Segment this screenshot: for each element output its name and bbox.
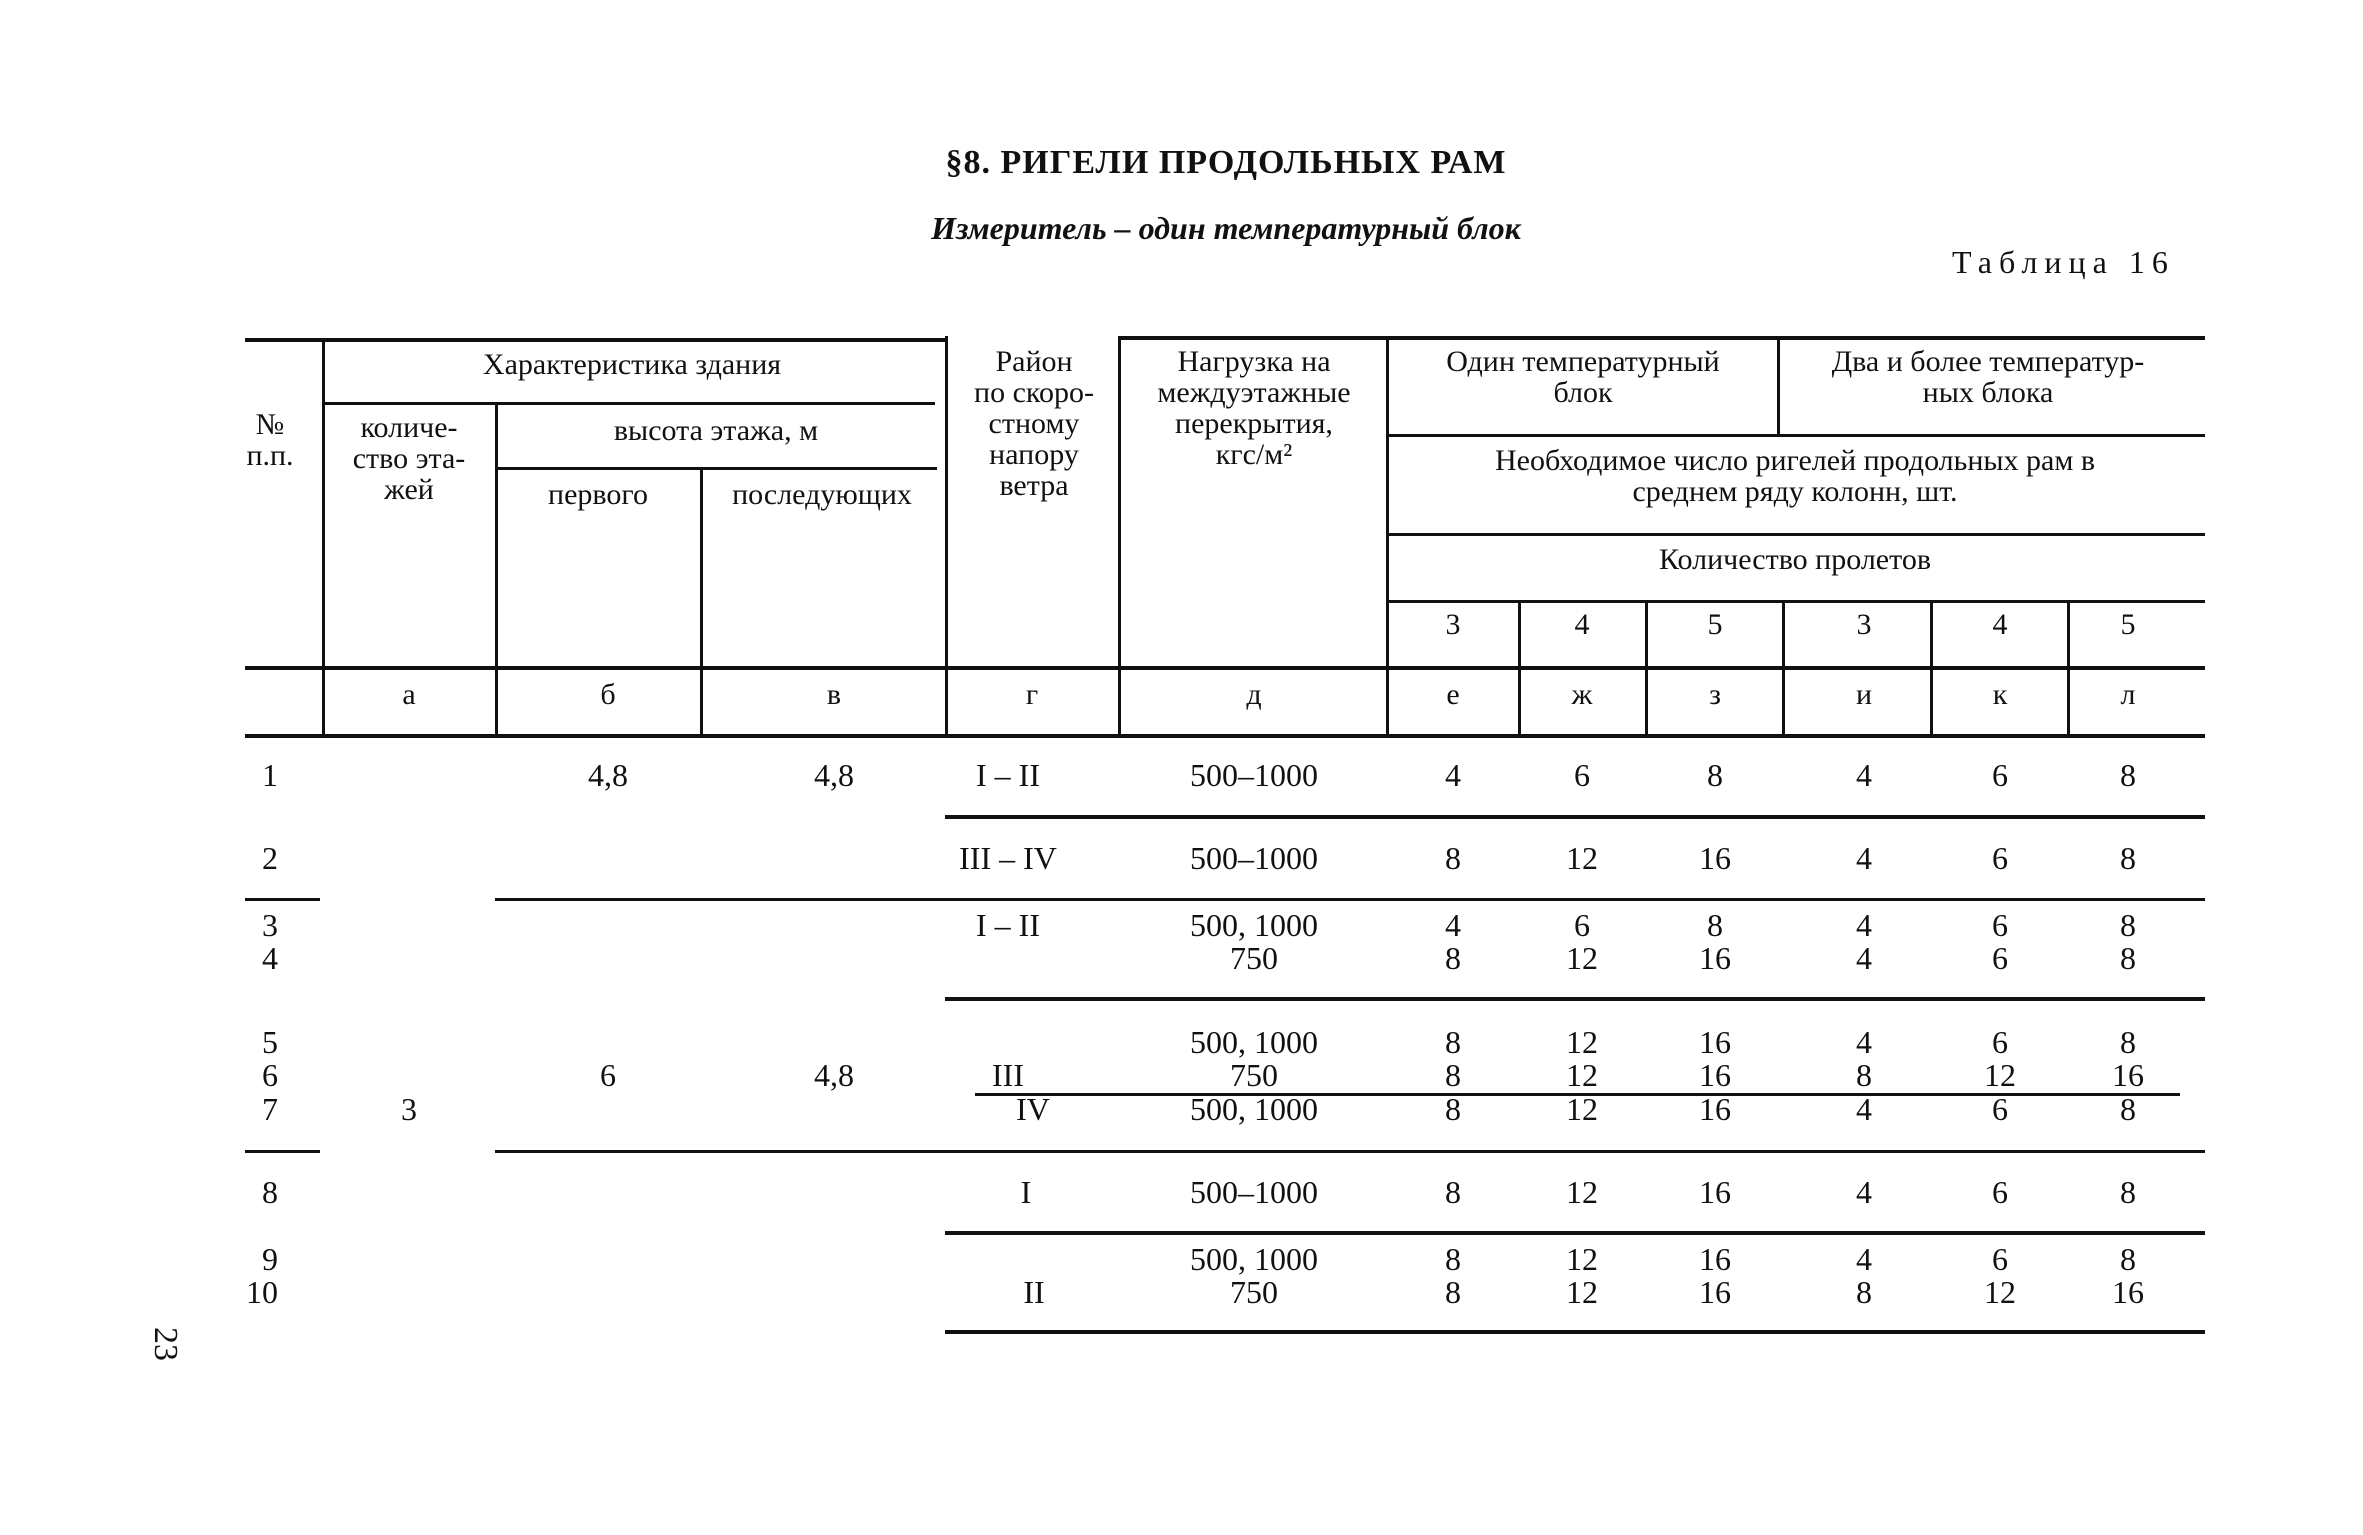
table-cell: 12 (1566, 840, 1598, 876)
header-building-char: Характеристика здания (482, 348, 782, 381)
table-cell: 4 (1856, 757, 1872, 793)
table-cell: 12 (1566, 1241, 1598, 1277)
table-cell: 6 (1574, 757, 1590, 793)
col-letter: л (2120, 678, 2136, 711)
table-cell: 500, 1000 (1190, 1241, 1318, 1277)
table-cell: 16 (1699, 1024, 1731, 1060)
table-cell: II (1023, 1274, 1045, 1310)
table-cell: 16 (1699, 1057, 1731, 1093)
span-number: 5 (1707, 608, 1723, 641)
table-cell: 8 (1707, 757, 1723, 793)
table-cell: 8 (1856, 1057, 1872, 1093)
table-cell: 3 (262, 907, 278, 943)
table-cell: 2 (262, 840, 278, 876)
col-letter: з (1709, 678, 1721, 711)
table-cell: 4,8 (814, 757, 854, 793)
table-cell: 500, 1000 (1190, 1091, 1318, 1127)
table-cell: 8 (1445, 840, 1461, 876)
table-cell: 6 (1992, 1024, 2008, 1060)
header-floor-load: Нагрузка на междуэтажные перекрытия, кгс/м² (1157, 345, 1351, 471)
col-letter: б (600, 678, 616, 711)
table-cell: 4 (1856, 940, 1872, 976)
header-subsequent-floors: последующих (732, 478, 912, 511)
col-letter: ж (1571, 678, 1593, 711)
table-cell: IV (1016, 1091, 1050, 1127)
table-cell: 4 (1856, 1091, 1872, 1127)
table-cell: 6 (1992, 840, 2008, 876)
table-cell: 8 (2120, 757, 2136, 793)
table-cell: 16 (1699, 1174, 1731, 1210)
col-letter: к (1992, 678, 2008, 711)
table-cell: 750 (1230, 1057, 1278, 1093)
table-cell: 6 (1574, 907, 1590, 943)
table-cell: 12 (1566, 1174, 1598, 1210)
table-cell: 4 (1856, 1241, 1872, 1277)
table-cell: 1 (262, 757, 278, 793)
col-letter: в (826, 678, 842, 711)
span-number: 4 (1992, 608, 2008, 641)
table-cell: 12 (1566, 1057, 1598, 1093)
table-cell: 750 (1230, 1274, 1278, 1310)
table-cell: 8 (1445, 940, 1461, 976)
table-cell: 16 (1699, 840, 1731, 876)
table-cell: 16 (2112, 1057, 2144, 1093)
table-cell: 12 (1566, 1024, 1598, 1060)
table-cell: 8 (1445, 1241, 1461, 1277)
table-cell: 6 (1992, 907, 2008, 943)
table-cell: 8 (2120, 1241, 2136, 1277)
table-cell: 4 (1445, 757, 1461, 793)
table-cell: 6 (1992, 1174, 2008, 1210)
span-number: 3 (1856, 608, 1872, 641)
table-cell: 6 (1992, 1091, 2008, 1127)
header-first-floor: первого (548, 478, 648, 511)
table-cell: I – II (976, 757, 1040, 793)
table-cell: III – IV (959, 840, 1057, 876)
table-cell: 4 (1856, 1174, 1872, 1210)
table-cell: 8 (2120, 840, 2136, 876)
table-cell: 3 (401, 1091, 417, 1127)
table-cell: 6 (1992, 1241, 2008, 1277)
table-cell: 500, 1000 (1190, 1024, 1318, 1060)
table-cell: 16 (1699, 1274, 1731, 1310)
table-cell: 8 (1856, 1274, 1872, 1310)
table-cell: 12 (1566, 1274, 1598, 1310)
table-cell: 5 (262, 1024, 278, 1060)
table-cell: 12 (1984, 1274, 2016, 1310)
table-label: Таблица 16 (1952, 244, 2175, 280)
table-cell: I (1020, 1174, 1032, 1210)
table-cell: 500–1000 (1190, 840, 1318, 876)
col-letter: г (1025, 678, 1039, 711)
table-cell: 4 (262, 940, 278, 976)
meter-caption: Измеритель – один температурный блок (931, 210, 1521, 246)
page-number: 23 (147, 1327, 184, 1361)
table-cell: 8 (262, 1174, 278, 1210)
table-cell: 4,8 (814, 1057, 854, 1093)
table-cell: 6 (1992, 757, 2008, 793)
table-cell: 8 (1445, 1024, 1461, 1060)
table-cell: 4 (1856, 907, 1872, 943)
table-cell: 12 (1566, 940, 1598, 976)
header-span-count: Количество пролетов (1658, 543, 1932, 576)
table-cell: 8 (2120, 1091, 2136, 1127)
table-cell: 500–1000 (1190, 757, 1318, 793)
table-cell: 4 (1445, 907, 1461, 943)
table-cell: 8 (1445, 1174, 1461, 1210)
header-one-block: Один температурный блок (1446, 345, 1720, 409)
table-cell: 750 (1230, 940, 1278, 976)
table-cell: III (992, 1057, 1024, 1093)
col-letter: е (1446, 678, 1460, 711)
table-cell: 4,8 (588, 757, 628, 793)
col-letter: а (402, 678, 416, 711)
table-cell: 8 (1445, 1057, 1461, 1093)
table-cell: 12 (1984, 1057, 2016, 1093)
span-number: 4 (1574, 608, 1590, 641)
table-cell: 8 (2120, 1024, 2136, 1060)
span-number: 5 (2120, 608, 2136, 641)
table-cell: 8 (2120, 1174, 2136, 1210)
table-cell: 7 (262, 1091, 278, 1127)
table-cell: 6 (1992, 940, 2008, 976)
table-cell: 10 (246, 1274, 278, 1310)
table-cell: 4 (1856, 1024, 1872, 1060)
header-floors: количе- ство эта- жей (352, 411, 466, 506)
header-wind-region: Район по скоро- стному напору ветра (974, 345, 1094, 502)
table-cell: 500, 1000 (1190, 907, 1318, 943)
table-cell: 9 (262, 1241, 278, 1277)
header-number: № п.п. (246, 408, 294, 472)
header-two-blocks: Два и более температур- ных блока (1831, 345, 2145, 409)
span-number: 3 (1445, 608, 1461, 641)
header-required-count: Необходимое число ригелей продольных рам в среднем ряду колонн, шт. (1494, 444, 2096, 508)
table-cell: 4 (1856, 840, 1872, 876)
col-letter: д (1246, 678, 1262, 711)
table-cell: 12 (1566, 1091, 1598, 1127)
table-cell: 500–1000 (1190, 1174, 1318, 1210)
table-cell: 8 (1707, 907, 1723, 943)
table-cell: 8 (1445, 1274, 1461, 1310)
table-cell: 16 (1699, 1241, 1731, 1277)
table-cell: 16 (1699, 1091, 1731, 1127)
col-letter: и (1855, 678, 1873, 711)
table-cell: 8 (1445, 1091, 1461, 1127)
table-cell: 8 (2120, 907, 2136, 943)
table-cell: 6 (600, 1057, 616, 1093)
table-cell: 8 (2120, 940, 2136, 976)
table-cell: 6 (262, 1057, 278, 1093)
table-cell: 16 (1699, 940, 1731, 976)
table-cell: I – II (976, 907, 1040, 943)
header-floor-height: высота этажа, м (613, 414, 819, 447)
section-title: §8. РИГЕЛИ ПРОДОЛЬНЫХ РАМ (945, 144, 1507, 181)
table-cell: 16 (2112, 1274, 2144, 1310)
